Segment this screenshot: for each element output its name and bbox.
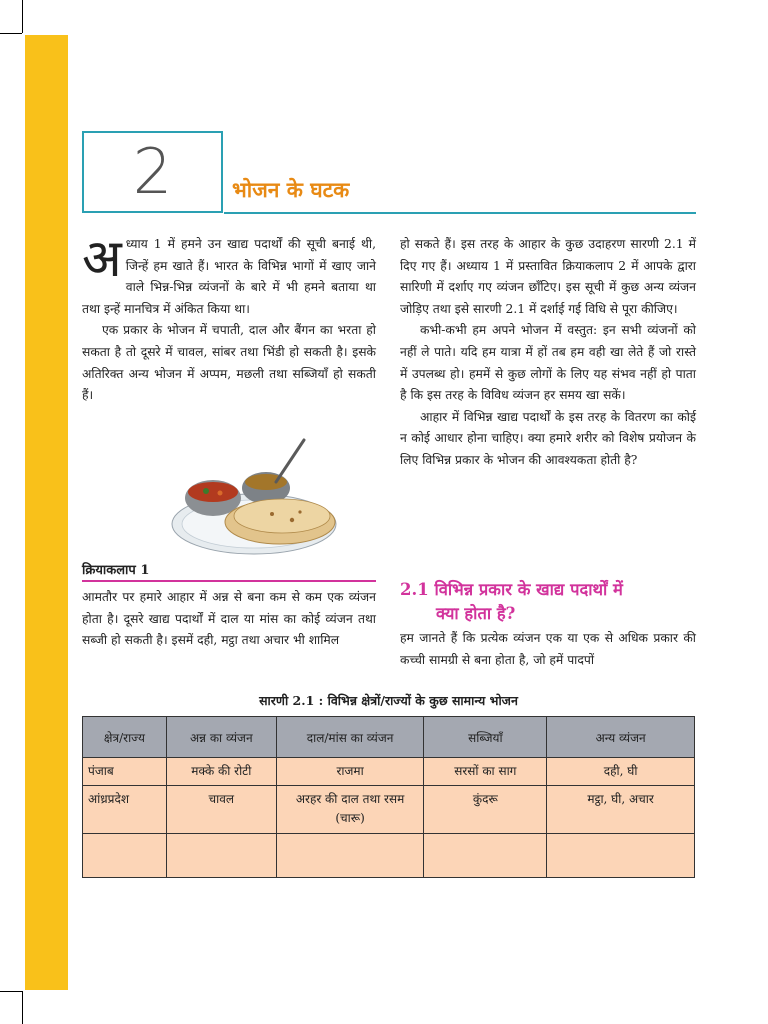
table-header: दाल/मांस का व्यंजन — [276, 717, 424, 758]
table-header-row — [83, 717, 695, 758]
food-table — [82, 716, 695, 878]
table-cell: अरहर की दाल तथा रसम (चारू) — [276, 786, 424, 834]
table-cell: सरसों का साग — [424, 758, 547, 786]
crop-mark — [22, 0, 23, 33]
intro-text: ध्याय 1 में हमने उन खाद्य पदार्थों की सूची बनाई थी, जिन्हें हम खाते हैं। भारत के विभिन्न भागों में खाए जाने वाले भिन्न-भिन्न व्यंजनों के बारे में भी हमने बताया था तथा इन्हें मानचित्र में अंकित किया था। — [82, 237, 376, 316]
paragraph: आहार में विभिन्न खाद्य पदार्थों के इस तरह के वितरण का कोई न कोई आधार होना चाहिए। क्या हमारे शरीर को विशेष प्रयोजन के लिए विभिन्न प्रकार के भोजन की आवश्यकता होती है? — [400, 409, 696, 467]
page-sidebar-band — [25, 35, 68, 990]
food-plate-image — [168, 436, 338, 560]
right-column — [400, 234, 696, 472]
paragraph: कभी-कभी हम अपने भोजन में वस्तुत: इन सभी व्यंजनों को नहीं ले पाते। यदि हम यात्रा में हों तब हम वही खा लेते हैं जो रास्ते में उपलब्ध हो। हममें से कुछ लोगों के लिए यह संभव नहीं हो पाता है कि इस तरह के विविध व्यंजन हर समय खा सकें। — [400, 323, 696, 403]
table-header: क्षेत्र/राज्य — [83, 717, 167, 758]
table-cell — [83, 834, 167, 878]
section-text-block — [400, 628, 696, 671]
activity-heading: क्रियाकलाप 1 — [82, 563, 150, 578]
activity-text-block — [82, 587, 376, 652]
table-header: अन्य व्यंजन — [547, 717, 695, 758]
crop-mark — [0, 33, 22, 34]
table-cell — [166, 834, 276, 878]
chapter-number: 2 — [132, 135, 173, 208]
crop-mark — [22, 991, 23, 1024]
table-cell: दही, घी — [547, 758, 695, 786]
left-column — [82, 229, 376, 407]
paragraph: हो सकते हैं। इस तरह के आहार के कुछ उदाहरण सारणी 2.1 में दिए गए हैं। अध्याय 1 में प्रस्तावित क्रियाकलाप 2 में आपके द्वारा सारिणी में दर्शाए गए व्यंजन छाँटिए। इस सूची में कुछ अन्य व्यंजन जोड़िए तथा इसे सारणी 2.1 में दर्शाई गई विधि से पूरा कीजिए। — [400, 237, 696, 316]
table-cell: राजमा — [276, 758, 424, 786]
drop-cap: अ — [82, 229, 122, 289]
section-heading — [400, 578, 700, 626]
table-header: अन्न का व्यंजन — [166, 717, 276, 758]
table-cell: मट्ठा, घी, अचार — [547, 786, 695, 834]
table-cell: पंजाब — [83, 758, 167, 786]
intro-paragraph — [82, 229, 376, 320]
table-cell: कुंदरू — [424, 786, 547, 834]
table-cell: चावल — [166, 786, 276, 834]
table-cell — [424, 834, 547, 878]
section-text: हम जानते हैं कि प्रत्येक व्यंजन एक या एक से अधिक प्रकार की कच्ची सामग्री से बना होता है, जो हमें पादपों — [400, 631, 696, 667]
table-row — [83, 758, 695, 786]
crop-mark — [0, 991, 22, 992]
chapter-number-box — [82, 131, 223, 213]
table-cell — [547, 834, 695, 878]
table-cell: आंध्रप्रदेश — [83, 786, 167, 834]
table-header: सब्जियाँ — [424, 717, 547, 758]
activity-rule — [82, 580, 376, 582]
section-heading-line: क्या होता है? — [436, 604, 516, 623]
activity-text: आमतौर पर हमारे आहार में अन्न से बना कम से कम एक व्यंजन होता है। दूसरे खाद्य पदार्थों में दाल या मांस का कोई व्यंजन तथा सब्जी हो सकती है। इसमें दही, मट्ठा तथा अचार भी शामिल — [82, 590, 376, 648]
table-row — [83, 834, 695, 878]
table-row — [83, 786, 695, 834]
chapter-title-rule — [224, 212, 696, 214]
table-caption: सारणी 2.1 : विभिन्न क्षेत्रों/राज्यों के कुछ सामान्य भोजन — [259, 693, 518, 708]
section-heading-line: 2.1 विभिन्न प्रकार के खाद्य पदार्थों में — [400, 580, 623, 599]
chapter-title: भोजन के घटक — [232, 177, 350, 202]
table-cell: मक्के की रोटी — [166, 758, 276, 786]
table-cell — [276, 834, 424, 878]
paragraph: एक प्रकार के भोजन में चपाती, दाल और बैंगन का भरता हो सकता है तो दूसरे में चावल, सांबर तथा भिंडी हो सकती है। इसके अतिरिक्त अन्य भोजन में अप्पम, मछली तथा सब्जियाँ हो सकती हैं। — [82, 323, 376, 403]
